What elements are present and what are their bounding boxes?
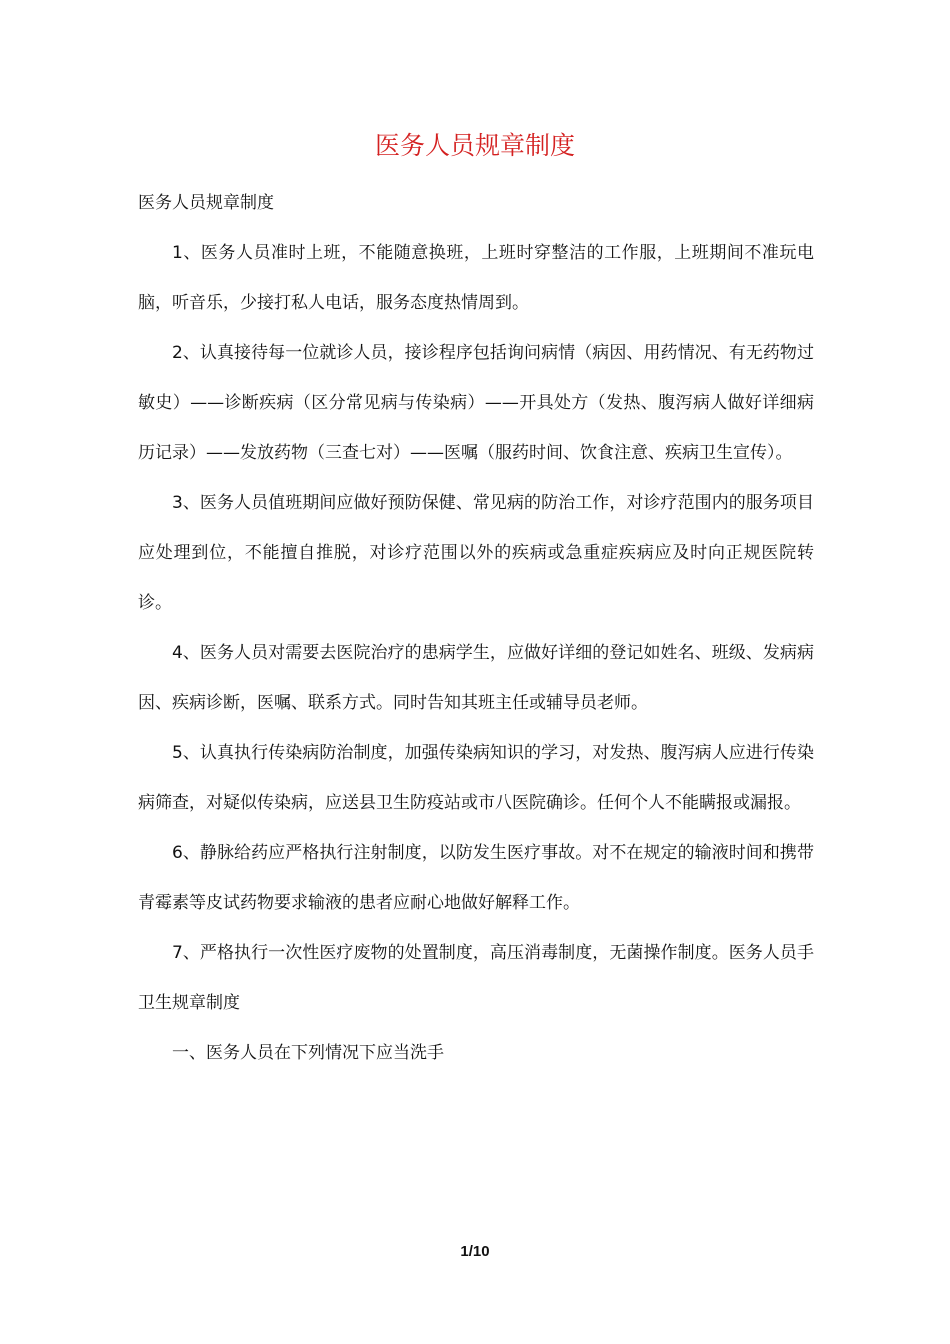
section-heading-hand-hygiene: 一、医务人员在下列情况下应当洗手: [172, 1043, 444, 1063]
document-subtitle: 医务人员规章制度: [138, 193, 274, 213]
paragraph-3: 3、医务人员值班期间应做好预防保健、常见病的防治工作，对诊疗范围内的服务项目应处理到位，不能擅自推脱，对诊疗范围以外的疾病或急重症疾病应及时向正规医院转诊。: [138, 493, 814, 613]
paragraph-2: 2、认真接待每一位就诊人员，接诊程序包括询问病情（病因、用药情况、有无药物过敏史）——诊断疾病（区分常见病与传染病）——开具处方（发热、腹泻病人做好详细病历记录）——发放药物（三查七对）——医嘱（服药时间、饮食注意、疾病卫生宣传）。: [138, 343, 814, 463]
document-body: [138, 178, 814, 1078]
paragraph-5: 5、认真执行传染病防治制度，加强传染病知识的学习，对发热、腹泻病人应进行传染病筛查，对疑似传染病，应送县卫生防疫站或市八医院确诊。任何个人不能瞒报或漏报。: [138, 743, 814, 813]
paragraph-7: 7、严格执行一次性医疗废物的处置制度，高压消毒制度，无菌操作制度。医务人员手卫生规章制度: [138, 943, 814, 1013]
paragraph-1: 1、医务人员准时上班，不能随意换班，上班时穿整洁的工作服，上班期间不准玩电脑，听音乐，少接打私人电话，服务态度热情周到。: [138, 243, 814, 313]
document-title: 医务人员规章制度: [374, 131, 575, 160]
page-number: 1/10: [460, 1243, 490, 1260]
paragraph-4: 4、医务人员对需要去医院治疗的患病学生，应做好详细的登记如姓名、班级、发病病因、疾病诊断，医嘱、联系方式。同时告知其班主任或辅导员老师。: [138, 643, 814, 713]
paragraph-6: 6、静脉给药应严格执行注射制度，以防发生医疗事故。对不在规定的输液时间和携带青霉素等皮试药物要求输液的患者应耐心地做好解释工作。: [138, 843, 814, 913]
